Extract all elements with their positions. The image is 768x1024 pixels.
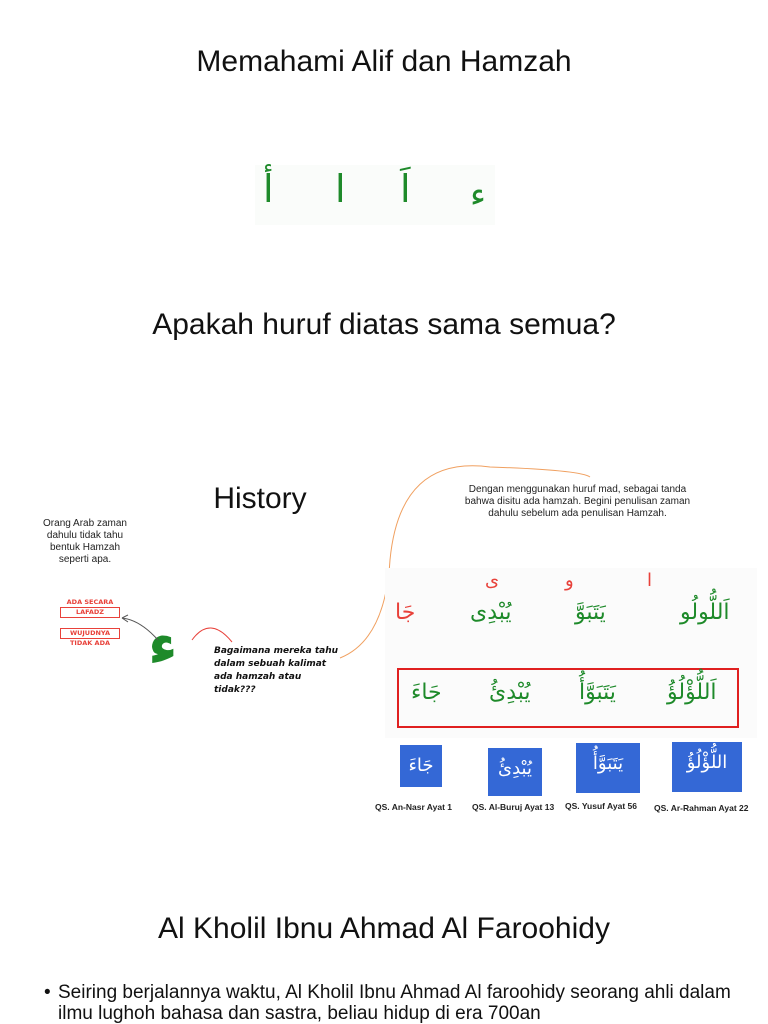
ref-al-buruj: QS. Al-Buruj Ayat 13 [472, 802, 555, 812]
ref-ar-rahman: QS. Ar-Rahman Ayat 22 [654, 803, 749, 813]
slide3-title: Al Kholil Ibnu Ahmad Al Faroohidy [158, 912, 610, 945]
bullet-text: Seiring berjalannya waktu, Al Kholil Ibnu Ahmad Al faroohidy seorang ahli dalam ilmu lughoh bahasa dan sastra, beliau hidup di era 700an [58, 982, 731, 1024]
old-word-yubdi: يُبْدِى [470, 600, 512, 625]
bullet-dot: • [44, 982, 51, 1003]
new-word-jaa: جَاءَ [411, 680, 442, 705]
mad-waw: و [565, 570, 574, 591]
tag1-line2: LAFADZ [60, 607, 120, 618]
tag-ada-secara-lafadz [60, 598, 120, 618]
bullet-item [44, 982, 748, 1024]
box-alluluu: اللُّؤْلُؤُ [672, 742, 742, 792]
letter-alif-hamzah: أ [263, 167, 274, 211]
old-word-yatabawwa: يَتَبَوَّ [575, 600, 606, 625]
box-yubdiu: يُبْدِئُ [488, 748, 542, 796]
arrow-head-tags [122, 615, 128, 622]
question-text: Bagaimana mereka tahu dalam sebuah kalimat ada hamzah atau tidak??? [214, 646, 339, 695]
letters-panel [255, 165, 495, 225]
box-jaa: جَاءَ [400, 745, 442, 787]
ref-yusuf: QS. Yusuf Ayat 56 [565, 801, 637, 811]
corrected-words-box [397, 668, 739, 728]
letter-alif-fathah: اَ [400, 167, 411, 211]
mad-ya: ى [485, 570, 500, 591]
right-note: Dengan menggunakan huruf mad, sebagai tanda bahwa disitu ada hamzah. Begini penulisan zaman dahulu sebelum ada penulisan Hamzah. [464, 484, 691, 519]
ref-an-nasr: QS. An-Nasr Ayat 1 [375, 802, 452, 812]
tag-wujudnya-tidak-ada [60, 628, 120, 648]
tag1-line1: ADA SECARA [66, 598, 114, 606]
left-note: Orang Arab zaman dahulu tidak tahu bentuk Hamzah seperti apa. [43, 518, 127, 565]
tag2-line2: TIDAK ADA [69, 639, 111, 647]
old-word-ja: جَا [395, 600, 416, 625]
slide2-title: History [213, 482, 307, 515]
box-yatabawwau: يَتَبَوَّأُ [576, 743, 640, 793]
arrow-to-question [192, 628, 232, 642]
old-word-allulu: اَللُّولُو [680, 600, 730, 625]
comparison-panel [385, 568, 757, 738]
new-word-alluluu: اَللُّؤْلُؤُ [667, 680, 717, 705]
mad-alif: ا [647, 570, 653, 591]
big-hamzah-glyph: ء [148, 610, 178, 678]
letter-hamzah: ء [470, 175, 486, 215]
slide1-title: Memahami Alif dan Hamzah [196, 45, 572, 78]
new-word-yatabawwau: يَتَبَوَّأُ [579, 680, 616, 705]
new-word-yubdiu: يُبْدِئُ [489, 680, 531, 705]
tag2-line1: WUJUDNYA [60, 628, 120, 639]
slide1-question: Apakah huruf diatas sama semua? [152, 308, 616, 341]
letter-alif: ا [335, 167, 346, 211]
